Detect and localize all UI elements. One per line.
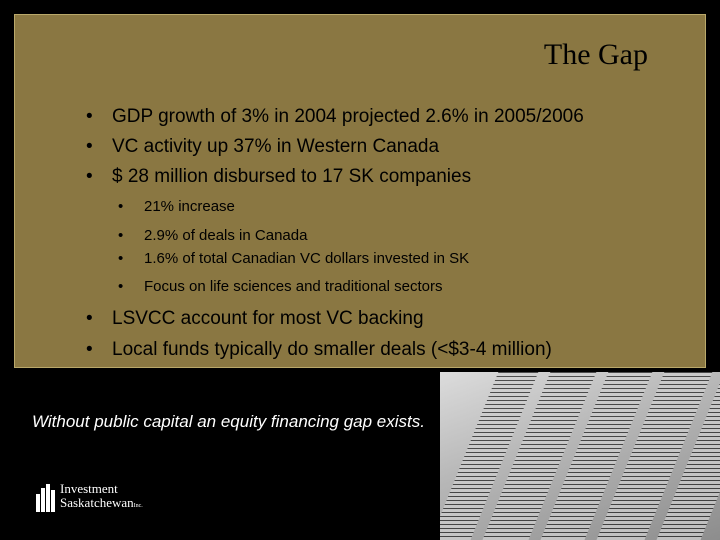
bullet-text: Local funds typically do smaller deals (<$3-4 million) <box>112 339 552 360</box>
bullet-marker: • <box>118 198 124 215</box>
bullet-marker: • <box>118 227 124 244</box>
bullet-item <box>86 106 584 128</box>
sub-bullet-text: 2.9% of deals in Canada <box>144 227 308 244</box>
bullet-text: GDP growth of 3% in 2004 projected 2.6% in 2005/2006 <box>112 106 584 127</box>
sub-bullet-text: 1.6% of total Canadian VC dollars invested in SK <box>144 250 470 267</box>
sub-bullet-item <box>118 250 469 267</box>
bullet-marker: • <box>86 136 93 157</box>
sub-bullet-item <box>118 227 307 244</box>
bullet-item <box>86 339 552 361</box>
bullet-marker: • <box>86 339 93 360</box>
sub-bullet-item <box>118 278 442 295</box>
bullet-text: LSVCC account for most VC backing <box>112 308 424 329</box>
bullet-marker: • <box>86 106 93 127</box>
sub-bullet-text: Focus on life sciences and traditional sectors <box>144 278 443 295</box>
bullet-item <box>86 166 471 188</box>
bullet-text: VC activity up 37% in Western Canada <box>112 136 440 157</box>
slide-title: The Gap <box>543 38 648 71</box>
sub-bullet-text: 21% increase <box>144 198 235 215</box>
sub-bullet-item <box>118 198 235 215</box>
bullet-item <box>86 136 439 158</box>
bullet-item <box>86 308 424 330</box>
bullet-marker: • <box>86 308 93 329</box>
logo-bars-icon <box>36 484 56 512</box>
bullet-marker: • <box>118 250 124 267</box>
footer-statement: Without public capital an equity financing gap exists. <box>32 412 425 431</box>
bullet-marker: • <box>118 278 124 295</box>
bullet-marker: • <box>86 166 93 187</box>
newspaper-stock-listing-image <box>440 372 720 540</box>
investment-saskatchewan-logo <box>36 482 143 513</box>
bullet-text: $ 28 million disbursed to 17 SK companies <box>112 166 472 187</box>
logo-wordmark: Investment SaskatchewanInc. <box>60 481 143 510</box>
